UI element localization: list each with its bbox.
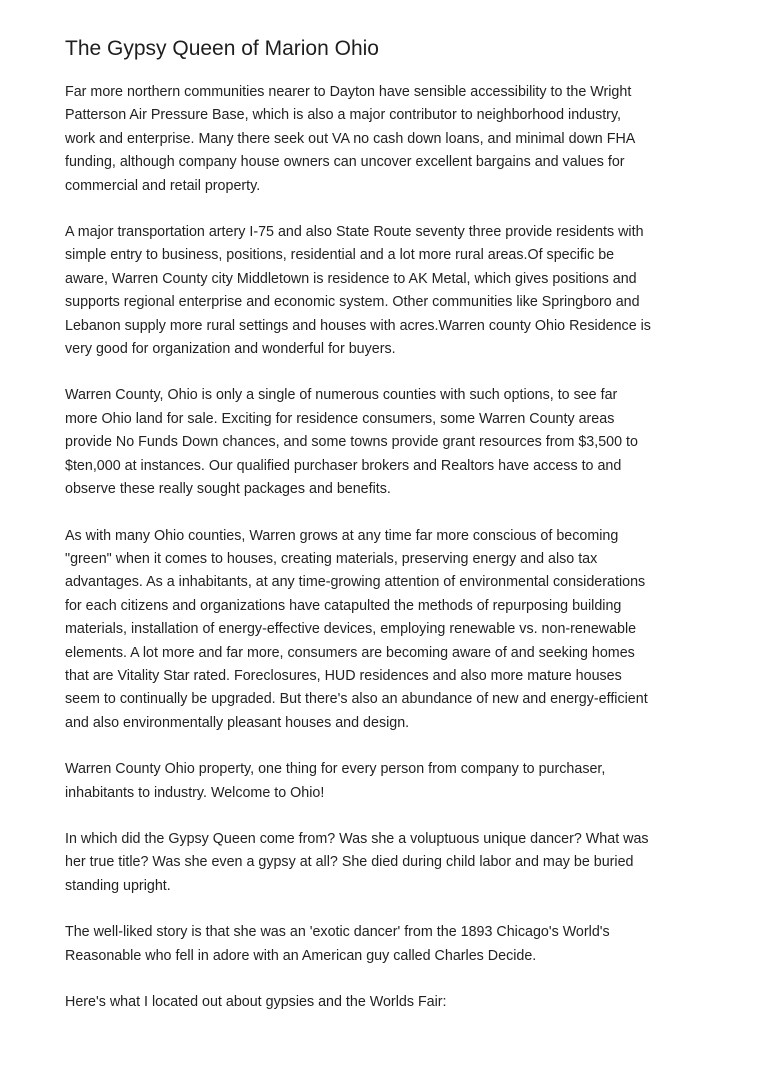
document-page — [65, 34, 713, 1037]
paragraph: Here's what I located out about gypsies and the Worlds Fair: — [65, 994, 447, 1010]
paragraph: In which did the Gypsy Queen come from? Was she a voluptuous unique dancer? What was her true title? Was she even a gypsy at all? She died during child labor and may be buried standing upright. — [65, 830, 649, 894]
document-title: The Gypsy Queen of Marion Ohio — [65, 37, 379, 60]
paragraph: The well-liked story is that she was an 'exotic dancer' from the 1893 Chicago's World's Reasonable who fell in adore with an American guy called Charles Decide. — [65, 924, 610, 964]
paragraph: Warren County Ohio property, one thing for every person from company to purchaser, inhabitants to industry. Welcome to Ohio! — [65, 761, 606, 801]
paragraph: Far more northern communities nearer to Dayton have sensible accessibility to the Wright Patterson Air Pressure Base, which is also a major contributor to neighborhood industry, work and enterprise. Many there seek out VA no cash down loans, and minimal down FHA funding, although company house owners can uncover excellent bargains and values for commercial and retail property. — [65, 84, 636, 194]
paragraph: As with many Ohio counties, Warren grows at any time far more conscious of becoming "green" when it comes to houses, creating materials, preserving energy and also tax advantages. As a inhabitants, at any time-growing attention of environmental considerations for each citizens and organizations have catapulted the methods of repurposing building materials, installation of energy-effective devices, employing renewable vs. non-renewable elements. A lot more and far more, consumers are becoming aware of and seeking homes that are Vitality Star rated. Foreclosures, HUD residences and also more mature houses seem to continually be upgraded. But there's also an abundance of new and energy-efficient and also environmentally pleasant houses and design. — [65, 527, 648, 731]
paragraph: Warren County, Ohio is only a single of numerous counties with such options, to see far more Ohio land for sale. Exciting for residence consumers, some Warren County areas provide No Funds Down chances, and some towns provide grant resources from $3,500 to $ten,000 at instances. Our qualified purchaser brokers and Realtors have access to and observe these really sought packages and benefits. — [65, 387, 638, 498]
paragraph: A major transportation artery I-75 and also State Route seventy three provide residents with simple entry to business, positions, residential and a lot more rural areas.Of specific be aware, Warren County city Middletown is residence to AK Metal, which gives positions and supports regional enterprise and economic system. Other communities like Springboro and Lebanon supply more rural settings and houses with acres.Warren county Ohio Residence is very good for organization and wonderful for buyers. — [65, 224, 651, 358]
